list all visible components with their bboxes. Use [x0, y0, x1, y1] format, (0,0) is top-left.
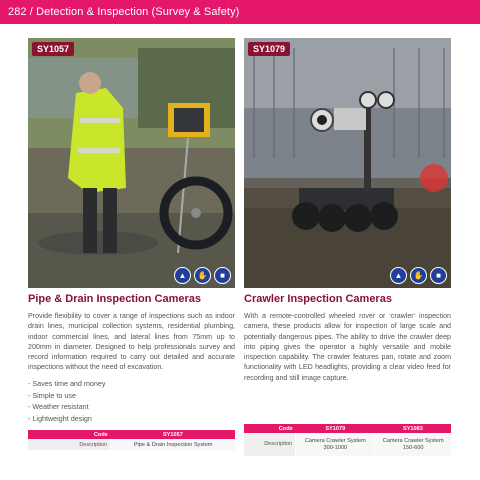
- product-code: SY1083: [375, 424, 451, 433]
- spec-description-row: [28, 439, 235, 450]
- product-description-cell: Pipe & Drain Inspection System: [111, 439, 235, 450]
- crawler-camera-photo: [244, 38, 451, 288]
- page-header-title: 282 / Detection & Inspection (Survey & Safety): [8, 6, 240, 18]
- feature-item: - Weather resistant: [28, 401, 106, 413]
- ppe-icon-group: [390, 267, 447, 284]
- gloves-icon: ✋: [410, 267, 427, 284]
- pipe-drain-camera-illustration: [28, 38, 235, 288]
- description-label: Description: [28, 439, 111, 450]
- hi-vis-vest-icon: ■: [430, 267, 447, 284]
- spec-header-row: [244, 424, 451, 433]
- spec-table: [244, 424, 451, 456]
- spec-header-row: [28, 430, 235, 439]
- safety-boots-icon: ▲: [390, 267, 407, 284]
- feature-item: - Simple to use: [28, 390, 106, 402]
- hi-vis-vest-icon: ■: [214, 267, 231, 284]
- spec-table: [28, 430, 235, 450]
- code-label: Code: [28, 430, 111, 439]
- product-description-cell: Camera Crawler System 150-600: [375, 433, 451, 456]
- product-description: With a remote-controlled wheeled rover or ‘crawler’ inspection camera, these products allow for inspection of large scale and potentially dangerous pipes. The ability to drive the crawler deep into piping gives the operator a highly versatile and mobile inspection capability. The crawler features pan, rotate and zoom functionality with LED headlights, providing a clear video feed for recording and still image capture.: [244, 312, 451, 382]
- product-title: Crawler Inspection Cameras: [244, 293, 392, 305]
- spec-description-row: [244, 433, 451, 456]
- product-description-cell: Camera Crawler System 300-1000: [296, 433, 375, 456]
- code-label: Code: [244, 424, 296, 433]
- product-code: SY1057: [111, 430, 235, 439]
- gloves-icon: ✋: [194, 267, 211, 284]
- feature-item: - Lightweight design: [28, 413, 106, 425]
- page-header-bar: [0, 0, 480, 24]
- product-title: Pipe & Drain Inspection Cameras: [28, 293, 201, 305]
- ppe-icon-group: [174, 267, 231, 284]
- safety-boots-icon: ▲: [174, 267, 191, 284]
- feature-item: - Saves time and money: [28, 378, 106, 390]
- product-code-badge: SY1057: [32, 42, 74, 56]
- feature-list: [28, 378, 106, 424]
- pipe-drain-camera-photo: [28, 38, 235, 288]
- product-code: SY1079: [296, 424, 375, 433]
- product-description: Provide flexibility to cover a range of inspections such as indoor drain lines, municipal collection systems, residential plumbing, indoor commercial lines, and lateral lines from 75mm up to 200mm in diameter. Designed to help professionals survey and record information required to carry out detailed and accurate inspections without the need of excavation.: [28, 312, 235, 372]
- description-label: Description: [244, 433, 296, 456]
- crawler-camera-illustration: [244, 38, 451, 288]
- product-code-badge: SY1079: [248, 42, 290, 56]
